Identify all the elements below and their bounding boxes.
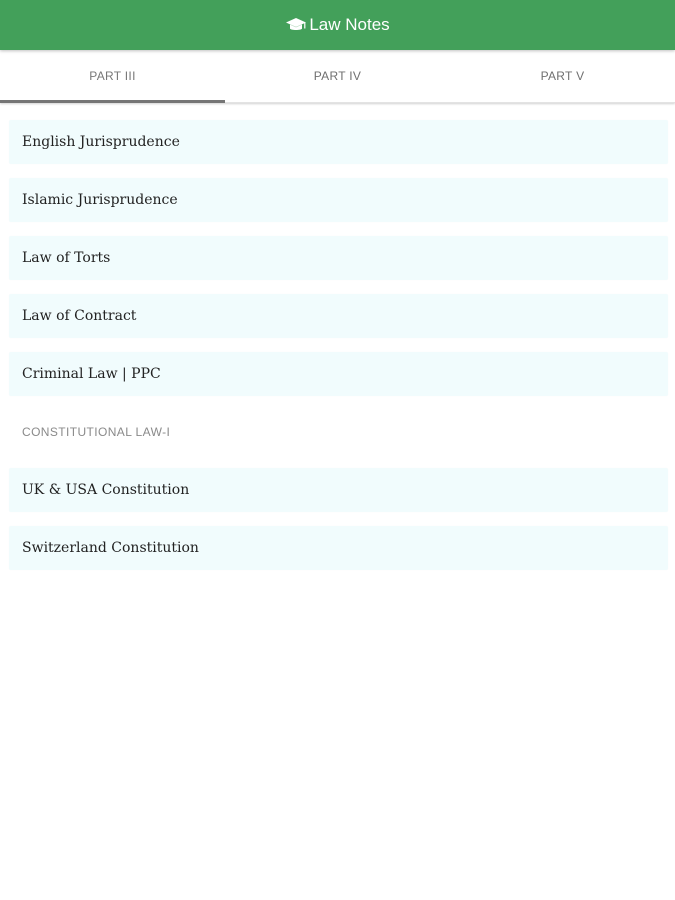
section-header-constitutional-law: CONSTITUTIONAL LAW-I xyxy=(22,425,171,439)
app-title xyxy=(285,15,389,35)
app-bar xyxy=(0,0,675,50)
list-item-label: Law of Torts xyxy=(22,250,111,266)
list-item-criminal-law[interactable] xyxy=(9,352,668,396)
list-item-law-of-contract[interactable] xyxy=(9,294,668,338)
tab-label: PART IV xyxy=(313,69,362,83)
tab-part-iv[interactable] xyxy=(225,50,450,102)
list-item-islamic-jurisprudence[interactable] xyxy=(9,178,668,222)
list-item-uk-usa-constitution[interactable] xyxy=(9,468,668,512)
tab-label: PART III xyxy=(89,69,136,83)
list-item-law-of-torts[interactable] xyxy=(9,236,668,280)
list-item-english-jurisprudence[interactable] xyxy=(9,120,668,164)
tab-bar xyxy=(0,50,675,103)
list-item-label: Switzerland Constitution xyxy=(22,540,199,556)
tab-label: PART V xyxy=(540,69,585,83)
list-item-label: English Jurisprudence xyxy=(22,134,180,150)
graduation-cap-icon xyxy=(285,17,307,33)
list-item-label: Islamic Jurisprudence xyxy=(22,192,178,208)
list-item-label: Law of Contract xyxy=(22,308,137,324)
list-item-label: Criminal Law | PPC xyxy=(22,366,161,382)
tab-part-v[interactable] xyxy=(450,50,675,102)
list-item-label: UK & USA Constitution xyxy=(22,482,190,498)
tab-part-iii[interactable] xyxy=(0,50,225,102)
list-item-switzerland-constitution[interactable] xyxy=(9,526,668,570)
app-title-text: Law Notes xyxy=(309,15,390,34)
